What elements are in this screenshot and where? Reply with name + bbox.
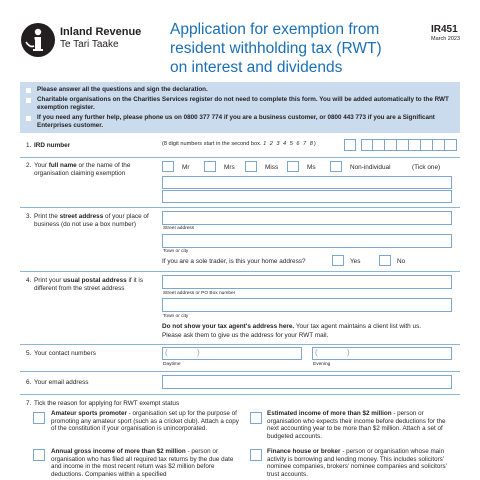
brand (60, 26, 141, 50)
ird-digit-box[interactable] (385, 139, 397, 151)
divider (20, 344, 460, 345)
question-number: 6. (26, 379, 32, 386)
divider (20, 371, 460, 372)
full-name-line1-input[interactable] (162, 176, 452, 189)
title-line: on interest and dividends (170, 59, 343, 76)
ird-digit-box[interactable] (445, 139, 457, 151)
ird-digit-box[interactable] (409, 139, 421, 151)
ird-digit-box[interactable] (344, 139, 356, 151)
ird-number-field[interactable] (344, 139, 457, 151)
inland-revenue-logo-icon (20, 22, 56, 58)
title-mrs-checkbox[interactable] (204, 161, 216, 172)
form-header (0, 0, 480, 82)
ird-digit-box[interactable] (373, 139, 385, 151)
question-number: 7. (26, 400, 32, 407)
full-name-question: Your full name or the name of the organisation claiming exemption (34, 162, 131, 177)
email-input[interactable] (162, 375, 452, 389)
tax-agent-note-line2: Please ask them to give us the address for your RWT mail. (162, 332, 329, 339)
title-option-label: Ms (307, 164, 316, 171)
ird-number-label: IRD number (34, 142, 71, 149)
estimated-income-text: Estimated income of more than $2 million - person or organisation who expects their income before deductions for the next accounting year to be more than $2 million. Attach a set of budgeted accounts. (267, 410, 446, 440)
org-maori-name: Te Tari Taake (60, 39, 119, 50)
title-mr-checkbox[interactable] (162, 161, 174, 172)
title-line: Application for exemption from (170, 21, 380, 38)
title-line: resident withholding tax (RWT) (170, 40, 382, 57)
area-code-open-paren: ( (165, 348, 168, 357)
question-number: 4. (26, 277, 32, 284)
form-date: March 2023 (431, 36, 461, 42)
org-name: Inland Revenue (60, 26, 142, 38)
full-name-line2-input[interactable] (162, 190, 452, 203)
street-address-question: Print the street address of your place of business (do not use a box number) (34, 213, 149, 228)
ird-digit-box[interactable] (397, 139, 409, 151)
email-label: Your email address (34, 379, 89, 386)
divider (20, 271, 460, 272)
area-code-close-paren: ) (197, 348, 200, 357)
divider (20, 394, 460, 395)
amateur-sports-text: Amateur sports promoter - organisation set up for the purpose of promoting any amateur sport (such as a cricket club). Attach a copy of the constitution if your organisation is unincorporated. (51, 410, 239, 433)
title-option-label: Miss (265, 164, 279, 171)
town-city-caption: Town or city (163, 249, 189, 254)
area-code-open-paren: ( (315, 348, 318, 357)
bullet-square-icon (26, 88, 31, 93)
contact-numbers-label: Your contact numbers (34, 350, 96, 357)
area-code-close-paren: ) (347, 348, 350, 357)
question-number: 5. (26, 350, 32, 357)
bullet-square-icon (26, 98, 31, 103)
evening-phone-input[interactable] (312, 347, 452, 360)
exempt-reason-label: Tick the reason for applying for RWT exempt status (34, 400, 180, 407)
instruction-note: Please answer all the questions and sign the declaration. (26, 86, 454, 94)
evening-caption: Evening (313, 362, 331, 367)
street-address-caption: Street address (163, 226, 195, 231)
instruction-note: Charitable organisations on the Charities Services register do not need to complete this form. You will be added automatically to the RWT exemption register. (26, 96, 454, 112)
daytime-phone-input[interactable] (162, 347, 302, 360)
postal-address-caption: Street address or PO Box number (163, 291, 236, 296)
title-miss-checkbox[interactable] (245, 161, 257, 172)
question-number: 3. (26, 213, 32, 220)
title-option-label: Mr (182, 164, 190, 171)
home-address-yes-checkbox[interactable] (332, 255, 344, 266)
postal-town-city-caption: Town or city (163, 314, 189, 319)
ird-number-hint: (8 digit numbers start in the second box. 1 2 3 4 5 6 7 8) (162, 141, 316, 147)
title-ms-checkbox[interactable] (287, 161, 299, 172)
postal-town-city-input[interactable] (162, 298, 452, 312)
bullet-square-icon (26, 116, 31, 121)
finance-house-text: Finance house or broker - person or organisation whose main activity is borrowing and lending money. This includes solicitors' nominee companies, brokers' nominee companies and solicitors' trust accounts. (267, 448, 447, 478)
street-address-input[interactable] (162, 211, 452, 225)
ird-digit-box[interactable] (421, 139, 433, 151)
daytime-caption: Daytime (163, 362, 181, 367)
annual-gross-income-text: Annual gross income of more than $2 million - person or organisation who has filed all required tax returns by the due date and income in the most recent return was $2 million before deductions. Companies within a specified (51, 448, 234, 478)
town-city-input[interactable] (162, 234, 452, 248)
form-code: IR451 (431, 24, 458, 35)
instructions-panel (20, 82, 460, 133)
no-label: No (397, 258, 406, 265)
instruction-note: If you need any further help, please phone us on 0800 377 774 if you are a business customer, or 0800 443 773 if you are a Significant Enterprises customer. (26, 114, 454, 130)
ird-digit-box[interactable] (433, 139, 445, 151)
tick-one-hint: (Tick one) (412, 164, 441, 171)
question-number: 1. (26, 142, 32, 149)
divider (20, 207, 460, 208)
sole-trader-question: If you are a sole trader, is this your home address? (162, 258, 306, 265)
divider (20, 157, 460, 158)
finance-house-checkbox[interactable] (250, 449, 262, 461)
tax-agent-note: Do not show your tax agent's address here. Your tax agent maintains a client list with us. (162, 323, 422, 330)
form-number (431, 24, 460, 42)
non-individual-checkbox[interactable] (330, 161, 342, 172)
title-option-label: Mrs (224, 164, 235, 171)
postal-address-input[interactable] (162, 275, 452, 289)
form-title (170, 20, 410, 77)
home-address-no-checkbox[interactable] (379, 255, 391, 266)
postal-address-question: Print your usual postal address if it is different from the street address (34, 277, 144, 292)
annual-gross-income-checkbox[interactable] (33, 449, 45, 461)
question-number: 2. (26, 162, 32, 169)
ird-digit-box[interactable] (361, 139, 373, 151)
amateur-sports-checkbox[interactable] (33, 412, 45, 424)
estimated-income-checkbox[interactable] (250, 412, 262, 424)
title-option-label: Non-individual (350, 164, 391, 171)
yes-label: Yes (350, 258, 361, 265)
